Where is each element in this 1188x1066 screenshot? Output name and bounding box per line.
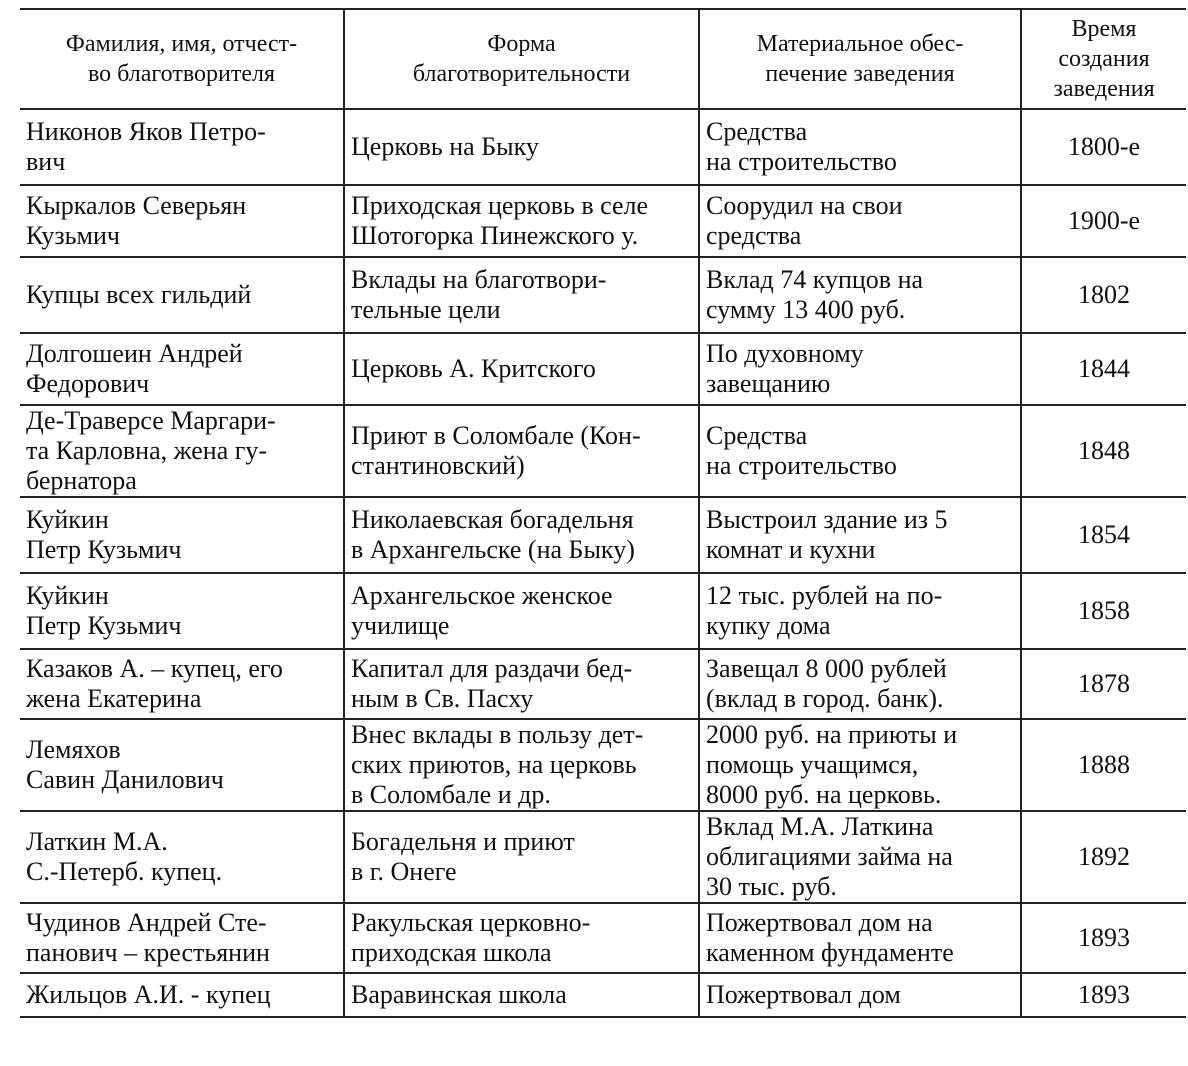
cell-form-text: Варавинская школа [351,980,567,1009]
cell-support-text: Пожертвовал дом на каменном фундаменте [706,908,954,967]
cell-support-text: Пожертвовал дом [706,980,901,1009]
cell-donor-text: Чудинов Андрей Сте- панович – крестьянин [26,908,270,967]
table-row [20,573,1186,649]
cell-support [699,903,1021,973]
cell-donor-text: Долгошеин Андрей Федорович [26,339,243,398]
cell-year-text: 1900-е [1067,206,1141,235]
cell-donor [20,903,344,973]
cell-donor-text: Купцы всех гильдий [26,280,252,309]
cell-support [699,973,1021,1017]
table-row [20,333,1186,405]
cell-form [344,573,699,649]
cell-form [344,973,699,1017]
cell-form [344,109,699,185]
header-form: Форма благотворительности [344,9,699,109]
cell-support-text: По духовному завещанию [706,339,864,398]
table-row [20,257,1186,333]
cell-support [699,109,1021,185]
cell-support [699,649,1021,719]
header-year: Время создания заведения [1021,9,1186,109]
cell-support [699,573,1021,649]
cell-form-text: Церковь на Быку [351,132,539,161]
header-donor: Фамилия, имя, отчест- во благотворителя [20,9,344,109]
cell-year-text: 1892 [1078,842,1130,871]
cell-donor-text: Никонов Яков Петро- вич [26,117,266,176]
cell-year-text: 1802 [1078,280,1130,309]
header-support: Материальное обес- печение заведения [699,9,1021,109]
cell-donor-text: Латкин М.А. С.-Петерб. купец. [26,827,223,886]
cell-donor-text: Де-Траверсе Маргари- та Карловна, жена гу- бернатора [26,406,276,495]
cell-form-text: Церковь А. Критского [351,354,596,383]
cell-support-text: Выстроил здание из 5 комнат и кухни [706,505,948,564]
cell-form [344,333,699,405]
cell-support-text: Средства на строительство [706,117,897,176]
cell-donor [20,109,344,185]
cell-donor [20,719,344,811]
cell-donor [20,811,344,903]
cell-form [344,405,699,497]
cell-support-text: Вклад М.А. Латкина облигациями займа на 30 тыс. руб. [706,812,953,901]
cell-year [1021,185,1186,257]
table-row [20,185,1186,257]
charity-table [20,8,1186,1018]
cell-year [1021,497,1186,573]
cell-donor [20,333,344,405]
cell-donor-text: Куйкин Петр Кузьмич [26,581,182,640]
cell-year-text: 1844 [1078,354,1130,383]
cell-year-text: 1848 [1078,436,1130,465]
cell-form [344,719,699,811]
cell-support [699,719,1021,811]
cell-form [344,497,699,573]
cell-year-text: 1888 [1078,750,1130,779]
cell-year-text: 1854 [1078,520,1130,549]
cell-year [1021,573,1186,649]
cell-donor [20,649,344,719]
cell-form-text: Внес вклады в пользу дет- ских приютов, на церковь в Соломбале и др. [351,720,644,809]
cell-form-text: Архангельское женское училище [351,581,613,640]
cell-year [1021,405,1186,497]
table-row [20,719,1186,811]
cell-donor-text: Лемяхов Савин Данилович [26,735,224,794]
table-header-row [20,9,1186,109]
table-body [20,109,1186,1017]
cell-donor [20,405,344,497]
cell-form-text: Капитал для раздачи бед- ным в Св. Пасху [351,654,633,713]
cell-form-text: Вклады на благотвори- тельные цели [351,265,607,324]
cell-year [1021,719,1186,811]
cell-support [699,185,1021,257]
cell-form-text: Приют в Соломбале (Кон- стантиновский) [351,421,641,480]
cell-donor [20,973,344,1017]
table-row [20,973,1186,1017]
cell-form [344,811,699,903]
cell-form [344,185,699,257]
cell-year-text: 1878 [1078,669,1130,698]
cell-support [699,811,1021,903]
table-row [20,405,1186,497]
cell-support [699,405,1021,497]
table-row [20,811,1186,903]
cell-year [1021,811,1186,903]
cell-form-text: Приходская церковь в селе Шотогорка Пинежского у. [351,191,649,250]
cell-form [344,903,699,973]
cell-form [344,257,699,333]
table-row [20,903,1186,973]
cell-year [1021,903,1186,973]
cell-support-text: 12 тыс. рублей на по- купку дома [706,581,943,640]
cell-year-text: 1858 [1078,596,1130,625]
cell-support-text: Соорудил на свои средства [706,191,903,250]
cell-donor-text: Жильцов А.И. - купец [26,980,271,1009]
cell-donor [20,573,344,649]
cell-donor [20,497,344,573]
cell-donor-text: Казаков А. – купец, его жена Екатерина [26,654,283,713]
cell-year [1021,973,1186,1017]
cell-year-text: 1800-е [1067,132,1141,161]
cell-year [1021,649,1186,719]
cell-support-text: Вклад 74 купцов на сумму 13 400 руб. [706,265,924,324]
cell-form-text: Ракульская церковно- приходская школа [351,908,591,967]
cell-support [699,497,1021,573]
table-row [20,109,1186,185]
cell-support-text: 2000 руб. на приюты и помощь учащимся, 8000 руб. на церковь. [706,720,958,809]
cell-support-text: Завещал 8 000 рублей (вклад в город. банк). [706,654,947,713]
cell-form-text: Богадельня и приют в г. Онеге [351,827,575,886]
cell-year [1021,257,1186,333]
cell-year-text: 1893 [1078,980,1130,1009]
cell-donor [20,185,344,257]
cell-support [699,257,1021,333]
cell-year [1021,109,1186,185]
cell-donor [20,257,344,333]
table-row [20,649,1186,719]
cell-donor-text: Кыркалов Северьян Кузьмич [26,191,247,250]
cell-support-text: Средства на строительство [706,421,897,480]
cell-year [1021,333,1186,405]
cell-support [699,333,1021,405]
cell-form-text: Николаевская богадельня в Архангельске (на Быку) [351,505,635,564]
table-row [20,497,1186,573]
cell-donor-text: Куйкин Петр Кузьмич [26,505,182,564]
cell-form [344,649,699,719]
cell-year-text: 1893 [1078,923,1130,952]
